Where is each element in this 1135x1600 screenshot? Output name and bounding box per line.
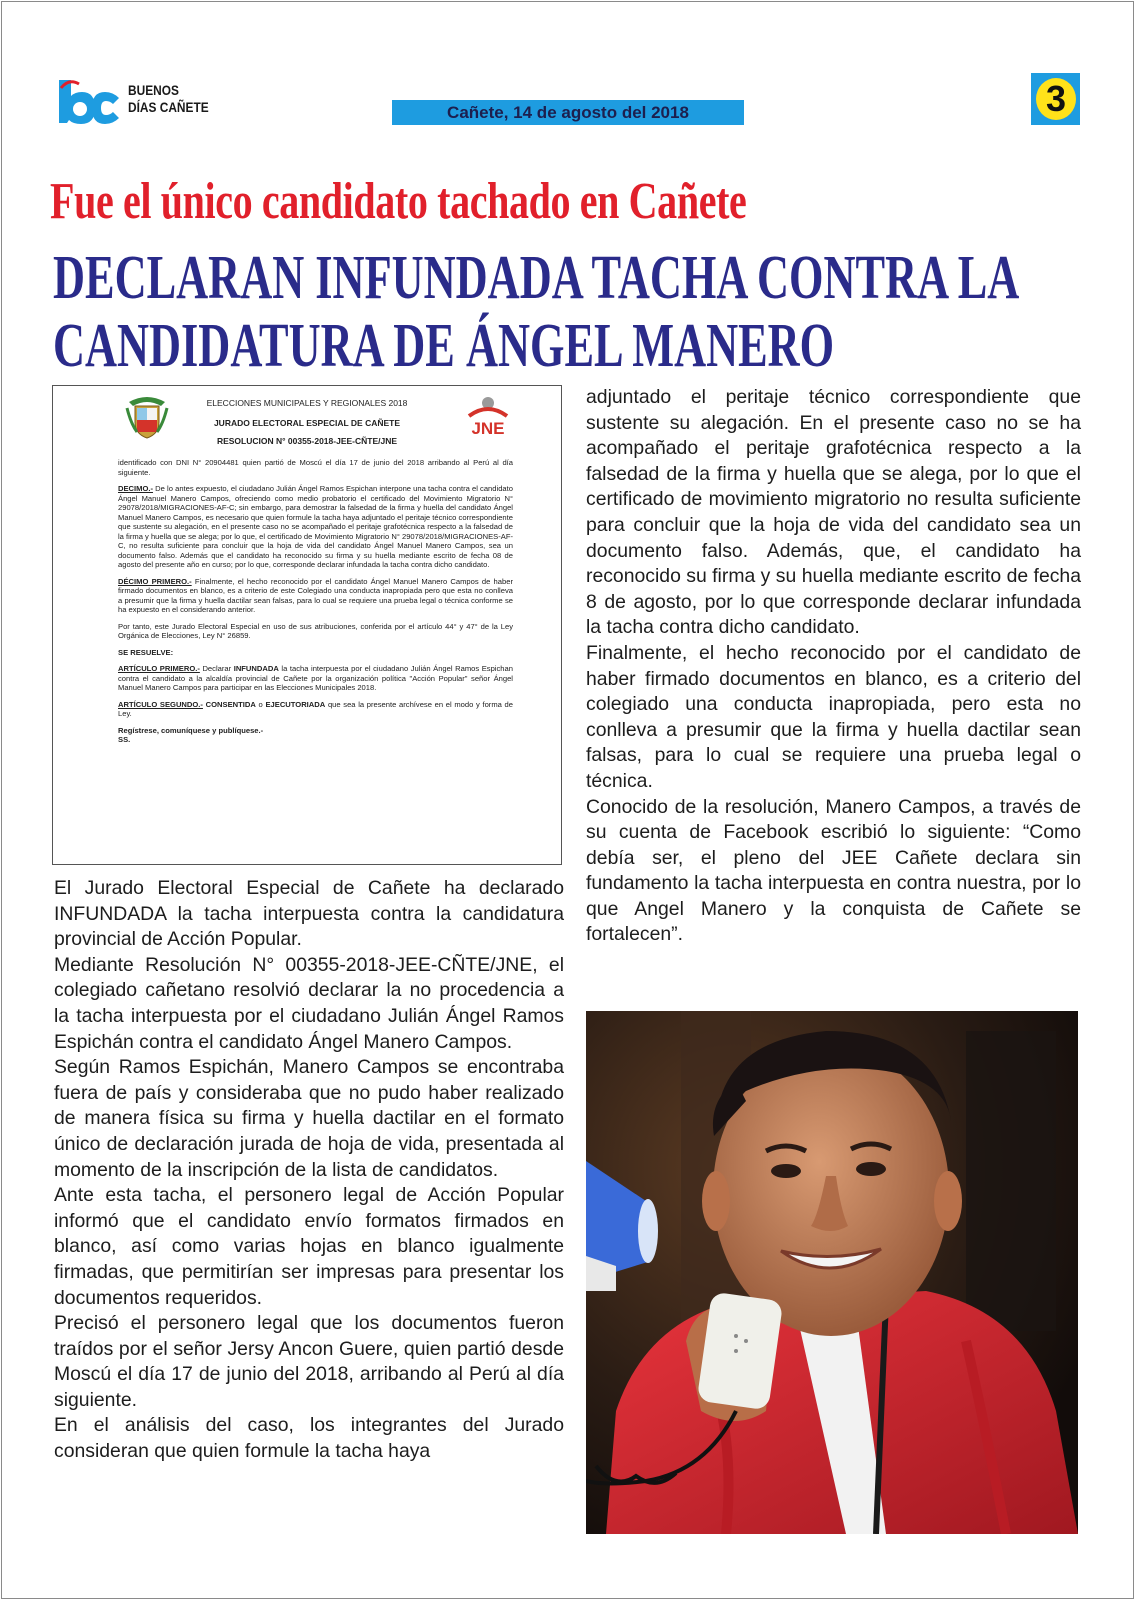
resolution-document-image [52, 385, 562, 865]
document-heading-elections: ELECCIONES MUNICIPALES Y REGIONALES 2018 [206, 398, 408, 408]
document-text: o [258, 699, 263, 709]
article-paragraph: Según Ramos Espichán, Manero Campos se encontraba fuera de país y consideraba que no pudo haber realizado de manera física su firma y huella dactilar en el formato único de declaración jurada de hoja de vida, presentada al momento de la inscripción de la lista de candidatos. [54, 1056, 564, 1181]
document-paragraph: Por tanto, este Jurado Electoral Especial en uso de sus atribuciones, conferida por el artículo 44° y 47° de la Ley Orgánica de Elecciones, Ley N° 26859. [118, 621, 513, 640]
document-paragraph: Regístrese, comuníquese y publíquese.- [118, 725, 264, 735]
jne-logo-text: JNE [471, 419, 505, 438]
issue-date: Cañete, 14 de agosto del 2018 [392, 100, 744, 125]
brand-name [128, 82, 209, 116]
page-number: 3 [1036, 78, 1076, 120]
document-body [118, 458, 513, 752]
document-text-bold: CONSENTIDA [205, 699, 256, 709]
main-headline: DECLARAN INFUNDADA TACHA CONTRA LA CANDIDATURA DE ÁNGEL MANERO [53, 244, 1017, 380]
document-paragraph [118, 700, 513, 719]
document-label: ARTÍCULO PRIMERO.- [118, 664, 200, 673]
newspaper-logo [55, 78, 225, 128]
brand-line-2: DÍAS CAÑETE [128, 99, 209, 115]
document-label: DECIMO.- [118, 484, 154, 493]
document-text-bold: EJECUTORIADA [265, 699, 326, 709]
document-label: ARTÍCULO SEGUNDO.- [118, 699, 203, 709]
document-paragraph: identificado con DNI N° 20904481 quien partió de Moscú el día 17 de junio del 2018 arribando al Perú al día siguiente. [118, 458, 513, 477]
article-paragraph: Ante esta tacha, el personero legal de Acción Popular informó que el candidato envío formatos firmados en blanco, así como varias hojas en blanco igualmente firmadas, que permitirían ser impresas para presentar los documentos requeridos. [54, 1184, 564, 1309]
article-paragraph: Conocido de la resolución, Manero Campos, a través de su cuenta de Facebook escribió lo siguiente: “Como debía ser, el pleno del JEE Cañete declara sin fundamento la tacha interpuesta en contra nuestra, por lo que Angel Manero y la conquista de Cañete se fortalecen”. [586, 795, 1081, 946]
article-paragraph: adjuntado el peritaje técnico correspondiente que sustente su alegación. En el presente caso no se ha acompañado el peritaje grafotécnica respecto a la falsedad de la firma y huella que se alega, por lo que el certificado de movimiento migratorio no resulta suficiente para concluir que la hoja de vida del candidato sea un documento falso. Además, que, el candidato ha reconocido su firma y su huella mediante escrito de fecha 8 de agosto, por lo que corresponde declarar infundada la tacha contra dicho candidato. [586, 386, 1081, 639]
article-paragraph: Mediante Resolución N° 00355-2018-JEE-CÑTE/JNE, el colegiado cañetano resolvió declarar la no procedencia a la tacha interpuesta por el ciudadano Julián Ángel Ramos Espichán contra el candidato Ángel Manero Campos. [54, 953, 564, 1053]
candidate-illustration [586, 1011, 1078, 1534]
document-text: que sea la presente archívese en el modo y forma de Ley. [118, 699, 513, 718]
page-number-badge [1031, 73, 1080, 125]
bc-logo-icon [55, 78, 125, 126]
article-paragraph: Finalmente, el hecho reconocido por el candidato de haber firmado documentos en blanco, es a criterio del colegiado una conducta inapropiada, pero esta no conlleva a presumir que la firma y huella dactilar sean falsas, para lo cual se requiere una prueba legal o técnica. [586, 641, 1081, 792]
document-text-bold: INFUNDADA [233, 664, 279, 673]
document-paragraph [118, 664, 513, 693]
article-paragraph: Precisó el personero legal que los documentos fueron traídos por el señor Jersy Ancon Guere, quien partió desde Moscú el día 17 de junio del 2018, arribando al Perú al día siguiente. [54, 1312, 564, 1411]
brand-line-1: BUENOS [128, 82, 179, 98]
article-column-left [54, 876, 564, 1465]
article-paragraph: El Jurado Electoral Especial de Cañete ha declarado INFUNDADA la tacha interpuesta contra la candidatura provincial de Acción Popular. [54, 877, 564, 951]
document-paragraph [118, 577, 513, 615]
document-heading-jurado: JURADO ELECTORAL ESPECIAL DE CAÑETE [213, 418, 401, 428]
document-paragraph: SE RESUELVE: [118, 647, 174, 657]
document-text: Finalmente, el hecho reconocido por el candidato Ángel Manuel Manero Campos de haber firmado documentos en blanco, es a criterio de este Colegiado una conducta inapropiada pero que esta no conlleva a presumir que la firma y huella dactilar sean falsas, para lo cual se requiere una prueba legal o técnica conforme se ha expuesto en el considerando anterior. [118, 576, 513, 614]
document-label: DÉCIMO PRIMERO.- [118, 576, 192, 586]
document-text: De lo antes expuesto, el ciudadano Julián Ángel Ramos Espichan interpone una tacha contra el candidato Ángel Manuel Manero Campos, ofreciendo como medio probatorio el certificado del Movimiento Migratorio N° 29078/2018/MIGRACIONES-AF-C; sin embargo, para demostrar la falsedad de la firma y huella del candidato Ángel Manuel Manero Campos, es necesario que quien formule la tacha haya adjuntado el peritaje técnico correspondiente que sustente su alegación, en el presente caso no se acompañado el peritaje grafotécnica respecto a la falsedad de la firma y huella que se alega; por lo que, el certificado de Movimiento Migratorio N° 29078/2018/MIGRACIONES-AF-C, no resulta suficiente para concluir que la hoja de vida del candidato Ángel Manuel Manero Campos, sea un documento falso. Además que el candidato ha reconocido su firma y su huella mediante escrito de fecha 08 de agosto del presente año en curso; por lo que, corresponde declarar infundada la tacha contra dicho candidato. [118, 484, 513, 569]
document-text: la tacha interpuesta por el ciudadano Julián Ángel Ramos Espichan contra el candidato a la alcaldía provincial de Cañete por la organización política "Acción Popular" señor Ángel Manuel Manero Campos para participar en las Elecciones Municipales 2018. [118, 664, 513, 692]
article-column-right [586, 385, 1081, 948]
document-heading-resolution: RESOLUCION N° 00355-2018-JEE-CÑTE/JNE [216, 436, 398, 446]
article-paragraph: En el análisis del caso, los integrantes del Jurado consideran que quien formule la tacha haya [54, 1414, 564, 1463]
document-text: Declarar [202, 664, 232, 673]
document-paragraph: SS. [118, 735, 131, 744]
candidate-photo [586, 1011, 1078, 1534]
document-paragraph [118, 484, 513, 570]
kicker-headline: Fue el único candidato tachado en Cañete [50, 173, 747, 230]
